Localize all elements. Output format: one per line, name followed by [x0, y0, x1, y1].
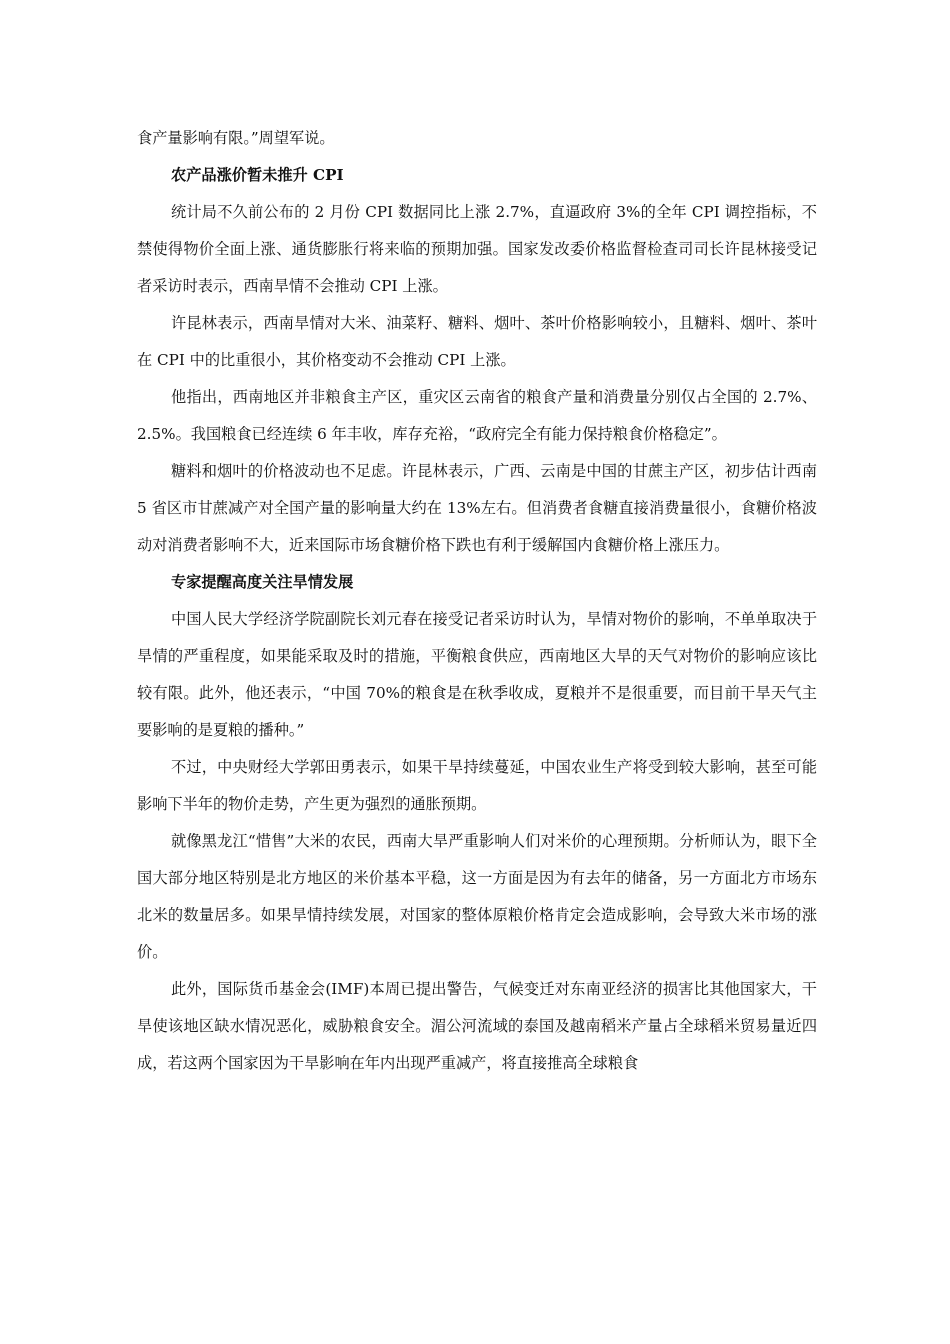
paragraph: 糖料和烟叶的价格波动也不足虑。许昆林表示，广西、云南是中国的甘蔗主产区，初步估计西南 5 省区市甘蔗减产对全国产量的影响量大约在 13%左右。但消费者食糖直接消费量很小，食糖价格波动对消费者影响不大，近来国际市场食糖价格下跌也有利于缓解国内食糖价格上涨压力。: [137, 462, 817, 554]
paragraph-continuation: 食产量影响有限。”周望军说。: [137, 129, 335, 147]
paragraph: 就像黑龙江“惜售”大米的农民，西南大旱严重影响人们对米价的心理预期。分析师认为，眼下全国大部分地区特别是北方地区的米价基本平稳，这一方面是因为有去年的储备，另一方面北方市场东北米的数量居多。如果旱情持续发展，对国家的整体原粮价格肯定会造成影响，会导致大米市场的涨价。: [137, 832, 817, 961]
paragraph: 许昆林表示，西南旱情对大米、油菜籽、糖料、烟叶、茶叶价格影响较小，且糖料、烟叶、茶叶在 CPI 中的比重很小，其价格变动不会推动 CPI 上涨。: [137, 314, 817, 369]
paragraph: 他指出，西南地区并非粮食主产区，重灾区云南省的粮食产量和消费量分别仅占全国的 2.7%、2.5%。我国粮食已经连续 6 年丰收，库存充裕，“政府完全有能力保持粮食价格稳定”。: [137, 388, 817, 443]
article-body: [137, 120, 817, 1082]
paragraph: 统计局不久前公布的 2 月份 CPI 数据同比上涨 2.7%，直逼政府 3%的全年 CPI 调控指标，不禁使得物价全面上涨、通货膨胀行将来临的预期加强。国家发改委价格监督检查司司长许昆林接受记者采访时表示，西南旱情不会推动 CPI 上涨。: [137, 203, 817, 295]
section-heading-drought: 专家提醒高度关注旱情发展: [171, 573, 354, 591]
paragraph: 此外，国际货币基金会(IMF)本周已提出警告，气候变迁对东南亚经济的损害比其他国家大，干旱使该地区缺水情况恶化，威胁粮食安全。湄公河流域的泰国及越南稻米产量占全球稻米贸易量近四成，若这两个国家因为干旱影响在年内出现严重减产，将直接推高全球粮食: [137, 980, 817, 1072]
section-heading-cpi: 农产品涨价暂未推升 CPI: [171, 166, 344, 184]
paragraph: 中国人民大学经济学院副院长刘元春在接受记者采访时认为，旱情对物价的影响，不单单取决于旱情的严重程度，如果能采取及时的措施，平衡粮食供应，西南地区大旱的天气对物价的影响应该比较有限。此外，他还表示，“中国 70%的粮食是在秋季收成，夏粮并不是很重要，而目前干旱天气主要影响的是夏粮的播种。”: [137, 610, 817, 739]
paragraph: 不过，中央财经大学郭田勇表示，如果干旱持续蔓延，中国农业生产将受到较大影响，甚至可能影响下半年的物价走势，产生更为强烈的通胀预期。: [137, 758, 817, 813]
